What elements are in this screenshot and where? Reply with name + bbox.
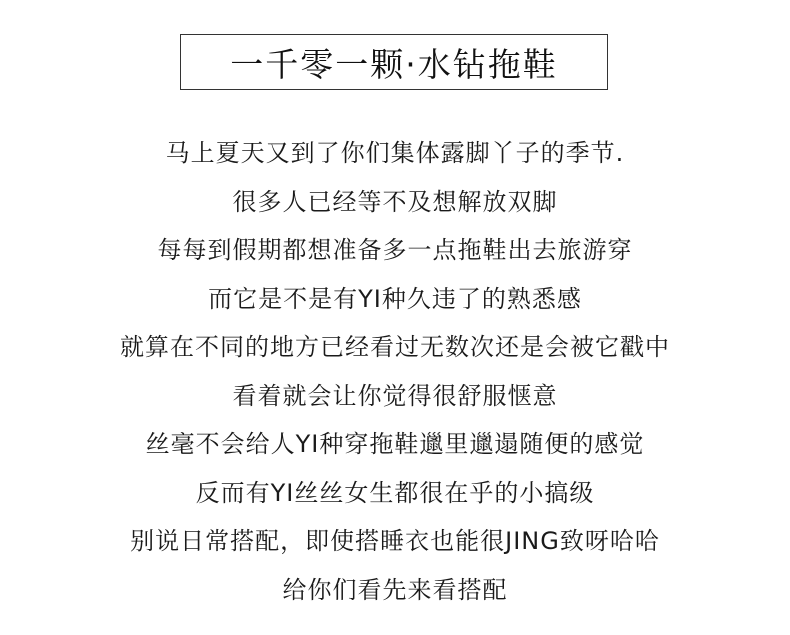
text-line: 看着就会让你觉得很舒服惬意 (232, 381, 558, 410)
text-line: 很多人已经等不及想解放双脚 (232, 187, 558, 216)
title-frame (180, 34, 608, 90)
text-line: 给你们看先来看搭配 (282, 575, 508, 604)
text-line: 每每到假期都想准备多一点拖鞋出去旅游穿 (157, 236, 633, 264)
text-line: 别说日常搭配，即使搭睡衣也能很JING致呀哈哈 (130, 527, 660, 555)
text-line: 马上夏天又到了你们集体露脚丫子的季节. (165, 139, 625, 167)
text-line: 而它是不是有YI种久违了的熟悉感 (208, 284, 582, 313)
text-line: 反而有YI丝丝女生都很在乎的小搞级 (195, 478, 595, 507)
text-line: 就算在不同的地方已经看过无数次还是会被它戳中 (120, 333, 670, 361)
page-title: 一千零一颗·水钻拖鞋 (230, 44, 558, 84)
text-line: 丝毫不会给人YI种穿拖鞋邋里邋遢随便的感觉 (145, 430, 645, 458)
body-text (0, 129, 790, 614)
